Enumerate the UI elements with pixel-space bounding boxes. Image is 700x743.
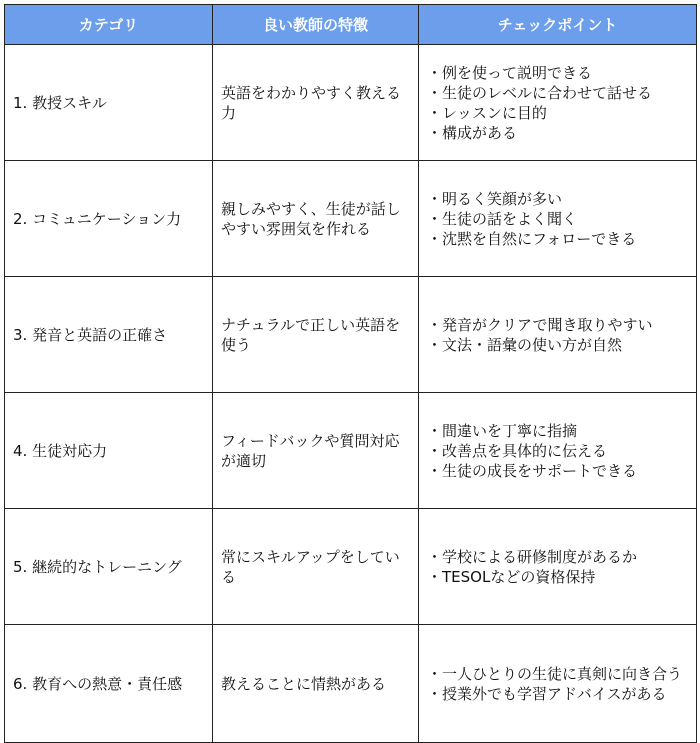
table-body [5,45,697,743]
checkpoint-item: ・間違いを丁寧に指摘 [427,421,578,440]
table-row [5,45,697,161]
table-row [5,509,697,625]
category-cell: 1. 教授スキル [5,45,213,161]
category-cell: 2. コミュニケーション力 [5,161,213,277]
feature-cell: 常にスキルアップをしている [213,509,419,625]
checkpoint-cell [419,625,697,743]
checkpoint-item: ・文法・語彙の使い方が自然 [427,335,623,354]
header-checkpoint: チェックポイント [419,5,697,45]
category-cell: 3. 発音と英語の正確さ [5,277,213,393]
checkpoint-item: ・TESOLなどの資格保持 [427,567,596,586]
table-row [5,161,697,277]
checkpoint-item: ・生徒の成長をサポートできる [427,461,638,480]
checkpoint-item: ・例を使って説明できる [427,63,593,82]
feature-cell: 教えることに情熱がある [213,625,419,743]
header-category: カテゴリ [5,5,213,45]
table-row [5,277,697,393]
checkpoint-item: ・明るく笑顔が多い [427,189,563,208]
category-cell: 5. 継続的なトレーニング [5,509,213,625]
checkpoint-item: ・沈黙を自然にフォローできる [427,229,637,248]
feature-cell: ナチュラルで正しい英語を使う [213,277,419,393]
table-row [5,625,697,743]
checkpoint-item: ・生徒の話をよく聞く [427,209,578,228]
table-header [5,5,697,45]
checkpoint-item: ・授業外でも学習アドバイスがある [427,684,667,703]
feature-cell: 親しみやすく、生徒が話しやすい雰囲気を作れる [213,161,419,277]
checkpoint-item: ・発音がクリアで聞き取りやすい [427,315,653,334]
category-cell: 6. 教育への熱意・責任感 [5,625,213,743]
teacher-evaluation-table [4,4,697,743]
checkpoint-cell [419,45,697,161]
checkpoint-item: ・一人ひとりの生徒に真剣に向き合う [427,664,683,683]
checkpoint-item: ・学校による研修制度があるか [427,547,638,566]
table-row [5,393,697,509]
header-row [5,5,697,45]
feature-cell: 英語をわかりやすく教える力 [213,45,419,161]
checkpoint-cell [419,277,697,393]
feature-cell: フィードバックや質問対応が適切 [213,393,419,509]
checkpoint-item: ・レッスンに目的 [427,103,547,122]
checkpoint-item: ・構成がある [427,123,518,142]
header-feature: 良い教師の特徴 [213,5,419,45]
checkpoint-item: ・改善点を具体的に伝える [427,441,608,460]
checkpoint-cell [419,393,697,509]
category-cell: 4. 生徒対応力 [5,393,213,509]
checkpoint-cell [419,161,697,277]
checkpoint-cell [419,509,697,625]
checkpoint-item: ・生徒のレベルに合わせて話せる [427,83,653,102]
